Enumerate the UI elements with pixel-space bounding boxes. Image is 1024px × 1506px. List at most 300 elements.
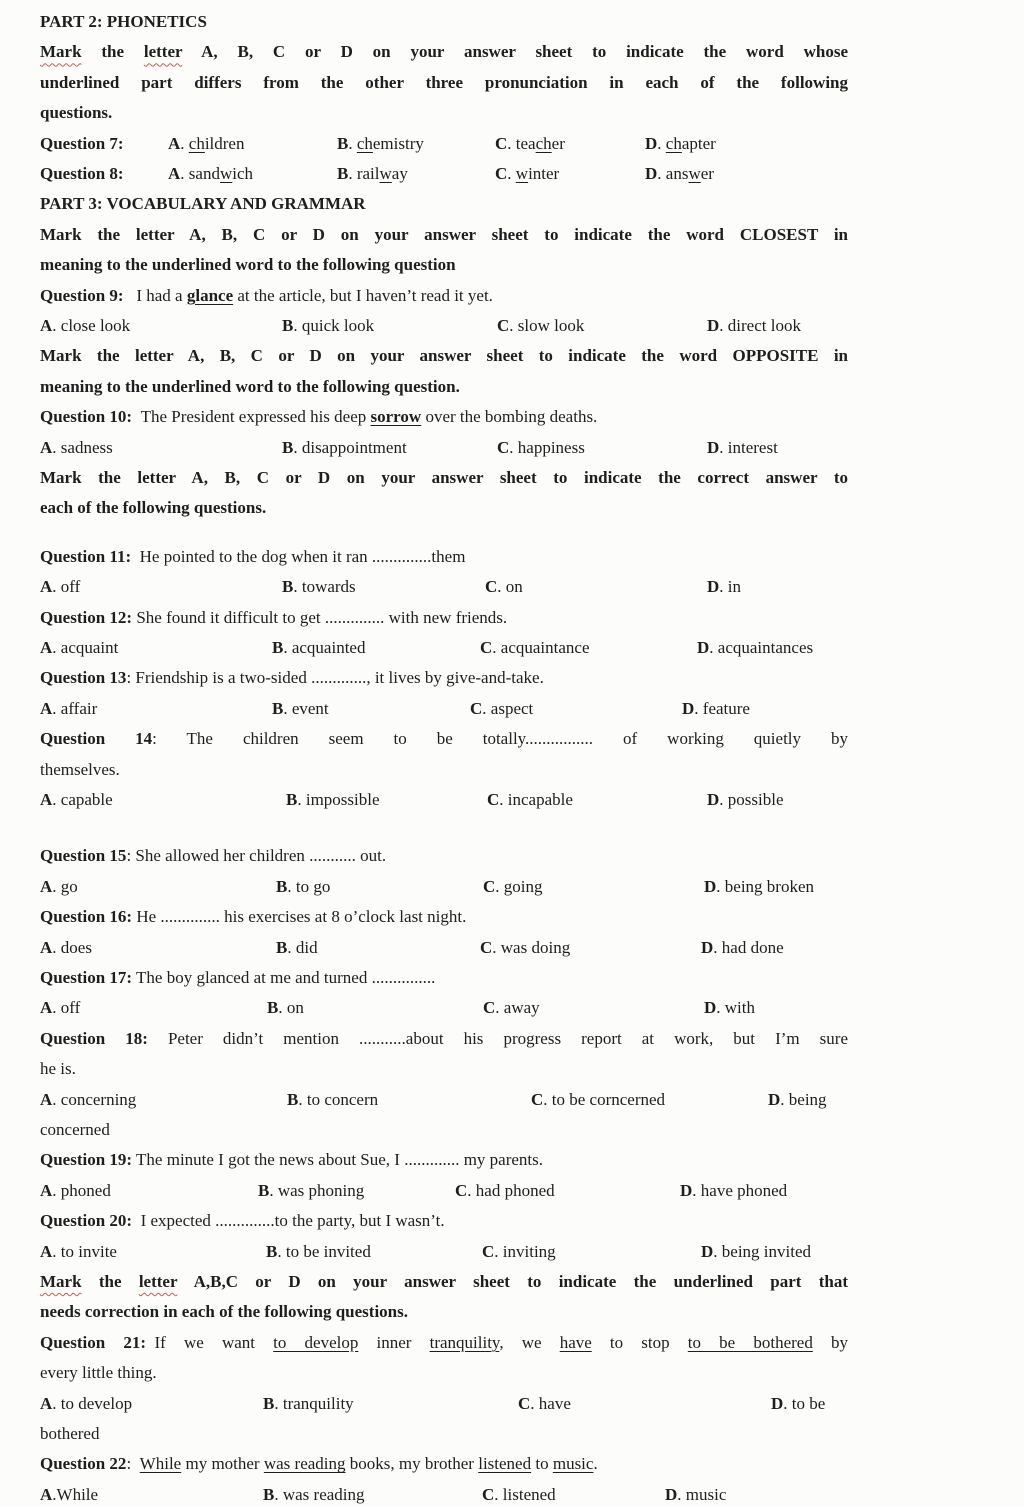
option-item [266, 1237, 371, 1267]
option-letter: A [168, 164, 181, 184]
option-item [470, 694, 533, 724]
text-run: I had a [123, 285, 187, 305]
option-item [480, 633, 590, 663]
underlined-text: ch [188, 133, 205, 153]
question-line [40, 663, 848, 693]
text-run: I expected ..............to the party, but I wasn’t. [132, 1211, 445, 1231]
option-letter: C [483, 998, 496, 1018]
text-run: The minute I got the news about Sue, I ............. my parents. [132, 1150, 544, 1170]
text-run: . [507, 164, 516, 184]
text-run: . capable [52, 790, 113, 810]
text-run: . on [497, 577, 523, 597]
option-letter: A [40, 1089, 53, 1109]
option-item [483, 872, 543, 902]
question-line [40, 1328, 848, 1358]
text-run: er [551, 133, 565, 153]
option-item [768, 1085, 827, 1115]
underlined-text: to be bothered [687, 1332, 813, 1352]
text-run: . concerning [52, 1089, 137, 1109]
option-letter: B [276, 937, 288, 957]
text-run: . direct look [719, 316, 801, 336]
option-letter: A [40, 437, 53, 457]
option-letter: C [497, 437, 510, 457]
underlined-keyword: glance [186, 285, 234, 305]
option-letter: B [282, 437, 294, 457]
text-run: . [593, 1454, 598, 1474]
text-run: Mark the letter A, B, C or D on your answer sheet to indicate the correct answer to [40, 468, 848, 488]
question-paragraph [40, 1449, 848, 1479]
text-run: . tea [507, 133, 536, 153]
options-row [40, 872, 848, 902]
option-letter: B [272, 638, 284, 658]
option-letter: D [704, 876, 717, 896]
question-line [40, 755, 848, 785]
underlined-text: music [552, 1454, 594, 1474]
option-letter: C [455, 1180, 468, 1200]
option-letter: A [40, 876, 53, 896]
option-letter: A [40, 1241, 53, 1261]
option-item [485, 572, 523, 602]
option-item [483, 993, 540, 1023]
option-item [455, 1176, 555, 1206]
text-run: . to be invited [277, 1241, 371, 1261]
option-letter: B [276, 876, 288, 896]
option-item [497, 433, 585, 463]
option-item [704, 872, 814, 902]
instruction-paragraph [40, 341, 848, 402]
option-wrap-line: bothered [40, 1424, 100, 1444]
option-item [40, 433, 113, 463]
text-run: . have [530, 1393, 571, 1413]
option-item [645, 129, 716, 159]
question-line [40, 1145, 848, 1175]
option-letter: B [282, 577, 294, 597]
option-letter: C [480, 638, 493, 658]
option-letter: B [266, 1241, 278, 1261]
text-run: er [700, 164, 714, 184]
option-letter: B [263, 1393, 275, 1413]
option-item [40, 1176, 111, 1206]
question-label: Question 8: [40, 164, 124, 184]
instruction-line [40, 68, 848, 98]
question-paragraph [40, 1206, 848, 1236]
option-letter: D [707, 577, 720, 597]
text-run: . acquaint [52, 638, 119, 658]
option-item [258, 1176, 364, 1206]
text-run: . impossible [297, 790, 380, 810]
bold-text: Question 17: [40, 968, 133, 988]
option-letter: D [707, 790, 720, 810]
option-letter: C [480, 937, 493, 957]
option-item [487, 785, 573, 815]
option-item [707, 572, 741, 602]
option-letter: B [287, 1089, 299, 1109]
options-row [40, 1389, 848, 1419]
option-letter: C [487, 790, 500, 810]
text-run: . to develop [52, 1393, 133, 1413]
options-row [40, 129, 848, 159]
part-heading: PART 2: PHONETICS [40, 12, 207, 31]
question-line [40, 542, 848, 572]
option-letter: A [40, 577, 53, 597]
misspelled-word: letter [138, 1272, 178, 1292]
option-item [665, 1480, 726, 1506]
option-item [287, 1085, 378, 1115]
question-line [40, 402, 848, 432]
option-item [282, 311, 374, 341]
option-letter: A [40, 1393, 53, 1413]
text-run: . sadness [52, 437, 113, 457]
text-run: my mother [181, 1454, 264, 1474]
text-run: . being [780, 1089, 827, 1109]
question-line [40, 1054, 848, 1084]
spacer [40, 524, 848, 542]
option-letter: B [337, 133, 349, 153]
bold-text: Question 15 [40, 846, 127, 866]
option-item [680, 1176, 787, 1206]
text-run: . inviting [494, 1241, 556, 1261]
option-letter: A [168, 133, 181, 153]
option-item [263, 1389, 354, 1419]
option-item [276, 872, 330, 902]
underlined-text: was reading [263, 1454, 346, 1474]
bold-text: Question 13 [40, 668, 127, 688]
underlined-text: ch [665, 133, 682, 153]
option-item [40, 633, 118, 663]
text-run: A, B, C or D on your answer sheet to indicate the word whose [182, 42, 848, 62]
options-row [40, 785, 848, 815]
text-run: .While [52, 1484, 99, 1504]
instruction-line [40, 493, 848, 523]
text-run: needs correction in each of the following questions. [40, 1302, 409, 1322]
option-item [40, 1389, 132, 1419]
text-run: . listened [494, 1484, 556, 1504]
text-run: She found it difficult to get .............. with new friends. [132, 607, 508, 627]
option-item [263, 1480, 365, 1506]
option-item [701, 933, 784, 963]
text-run: . to go [287, 876, 331, 896]
question-paragraph [40, 281, 848, 311]
text-run: questions. [40, 103, 113, 123]
question-line [40, 281, 848, 311]
text-run: themselves. [40, 759, 120, 779]
bold-text: Question 19: [40, 1150, 133, 1170]
option-letter: B [258, 1180, 270, 1200]
option-letter: C [482, 1241, 495, 1261]
text-run: every little thing. [40, 1363, 157, 1383]
option-item [286, 785, 380, 815]
text-run: meaning to the underlined word to the following question. [40, 376, 460, 396]
text-run: . close look [52, 316, 131, 336]
text-run: to stop [591, 1332, 688, 1352]
option-letter: D [665, 1484, 678, 1504]
option-item [272, 633, 365, 663]
option-letter: B [263, 1484, 275, 1504]
question-line [40, 1206, 848, 1236]
option-letter: D [768, 1089, 781, 1109]
bold-text: Question 18: [40, 1028, 148, 1048]
question-line [40, 603, 848, 633]
option-letter: C [485, 577, 498, 597]
text-run: . did [287, 937, 318, 957]
bold-text: Question 12: [40, 607, 133, 627]
option-item [40, 311, 130, 341]
text-run: ildren [204, 133, 245, 153]
underlined-text: While [139, 1454, 182, 1474]
instruction-line [40, 250, 848, 280]
option-item [168, 159, 253, 189]
question-paragraph [40, 402, 848, 432]
option-item [40, 785, 113, 815]
text-run: He .............. his exercises at 8 o’clock last night. [132, 907, 467, 927]
options-row [40, 311, 848, 341]
option-item [482, 1237, 556, 1267]
option-letter: D [697, 638, 710, 658]
instruction-line [40, 1267, 848, 1297]
options-row [40, 1176, 848, 1206]
option-letter: A [40, 698, 53, 718]
option-letter: C [495, 133, 508, 153]
option-letter: D [682, 698, 695, 718]
options-row [40, 933, 848, 963]
text-run: : [126, 1454, 140, 1474]
option-item [704, 993, 755, 1023]
option-item [495, 129, 565, 159]
text-run: . incapable [499, 790, 573, 810]
text-run: . to be [783, 1393, 826, 1413]
text-run: . acquainted [283, 638, 366, 658]
option-letter: C [482, 1484, 495, 1504]
misspelled-word: Mark [40, 1272, 82, 1292]
text-run: . aspect [482, 698, 534, 718]
question-paragraph [40, 963, 848, 993]
text-run: books, my brother [345, 1454, 479, 1474]
option-letter: A [40, 1180, 53, 1200]
instruction-paragraph [40, 37, 848, 128]
instruction-line [40, 463, 848, 493]
text-run: . to be corncerned [543, 1089, 666, 1109]
text-run: : The children seem to be totally................ of working quietly by [152, 729, 848, 749]
text-run: . away [495, 998, 540, 1018]
option-letter: C [495, 164, 508, 184]
text-run: over the bombing deaths. [421, 407, 598, 427]
text-run: . acquaintances [709, 638, 814, 658]
text-run: he is. [40, 1059, 76, 1079]
text-run: . [657, 133, 666, 153]
instruction-line [40, 220, 848, 250]
bold-text: Question 21: [40, 1332, 146, 1352]
text-run: . tranquility [274, 1393, 354, 1413]
option-letter: C [470, 698, 483, 718]
text-run: The President expressed his deep [132, 407, 371, 427]
text-run: . had phoned [467, 1180, 555, 1200]
text-run: at the article, but I haven’t read it yet. [233, 285, 493, 305]
text-run: . [180, 133, 189, 153]
options-row [40, 1237, 848, 1267]
option-item [337, 129, 424, 159]
question-line [40, 1449, 848, 1479]
instruction-line [40, 1297, 848, 1327]
option-item [168, 129, 244, 159]
option-letter: D [701, 937, 714, 957]
option-item [40, 1085, 136, 1115]
option-item [697, 633, 813, 663]
text-run: . being broken [716, 876, 815, 896]
text-run: inner [358, 1332, 430, 1352]
text-run: apter [681, 133, 716, 153]
text-run: the [81, 1272, 139, 1292]
underlined-text: w [515, 164, 529, 184]
text-run: . was reading [274, 1484, 365, 1504]
part-heading: PART 3: VOCABULARY AND GRAMMAR [40, 194, 366, 214]
option-item [272, 694, 329, 724]
text-run: If we want [146, 1332, 274, 1352]
text-run: . phoned [52, 1180, 111, 1200]
option-letter: C [531, 1089, 544, 1109]
question-paragraph [40, 1024, 848, 1085]
option-letter: C [518, 1393, 531, 1413]
question-paragraph [40, 841, 848, 871]
text-run: . sand [180, 164, 220, 184]
option-letter: A [40, 638, 53, 658]
text-run: to [531, 1454, 553, 1474]
text-run: . acquaintance [492, 638, 590, 658]
text-run: . in [719, 577, 742, 597]
options-row [40, 1480, 848, 1506]
option-letter: C [483, 876, 496, 896]
text-run: . slow look [509, 316, 585, 336]
instruction-paragraph [40, 1267, 848, 1328]
text-run: . was doing [492, 937, 571, 957]
misspelled-word: Mark [40, 42, 82, 62]
instruction-line [40, 98, 848, 128]
question-line [40, 724, 848, 754]
bold-text: Question 16: [40, 907, 133, 927]
option-item [495, 159, 559, 189]
option-letter: B [282, 316, 294, 336]
text-run: Mark the letter A, B, C or D on your answer sheet to indicate the word OPPOSITE in [40, 346, 848, 366]
text-run: : She allowed her children ........... out. [126, 846, 387, 866]
option-item [337, 159, 408, 189]
text-run: . to concern [298, 1089, 379, 1109]
option-letter: A [40, 998, 53, 1018]
underlined-text: listened [478, 1454, 532, 1474]
text-run: . quick look [293, 316, 375, 336]
option-wrap-line: concerned [40, 1120, 110, 1140]
bold-text: Question 11: [40, 546, 132, 566]
question-paragraph [40, 902, 848, 932]
text-run: . to invite [52, 1241, 117, 1261]
text-run: . does [52, 937, 92, 957]
options-row [40, 572, 848, 602]
question-line [40, 1358, 848, 1388]
options-row [40, 993, 848, 1023]
option-item [707, 311, 801, 341]
underlined-text: ch [535, 133, 552, 153]
option-letter: A [40, 937, 53, 957]
option-item [40, 694, 97, 724]
option-letter: D [701, 1241, 714, 1261]
question-paragraph [40, 1145, 848, 1175]
option-letter: B [267, 998, 279, 1018]
bold-text: Question 14 [40, 729, 153, 749]
bold-text: Question 20: [40, 1211, 133, 1231]
question-line [40, 963, 848, 993]
text-run: . off [52, 998, 81, 1018]
option-letter: C [497, 316, 510, 336]
option-item [682, 694, 750, 724]
option-item [40, 993, 80, 1023]
options-row [40, 433, 848, 463]
text-run: . had done [713, 937, 784, 957]
question-label: Question 7: [40, 133, 124, 153]
text-run: each of the following questions. [40, 498, 267, 518]
option-item [40, 933, 92, 963]
options-row [40, 694, 848, 724]
bold-text: Question 22 [40, 1454, 127, 1474]
option-item [267, 993, 304, 1023]
text-run: ay [391, 164, 408, 184]
option-item [40, 1480, 98, 1506]
option-item [482, 1480, 556, 1506]
option-item [645, 159, 714, 189]
text-run: : Friendship is a two-sided ............., it lives by give-and-take. [126, 668, 544, 688]
text-run: underlined part differs from the other three pronunciation in each of the following [40, 72, 848, 92]
options-row [40, 633, 848, 663]
text-run: . go [52, 876, 78, 896]
question-line [40, 841, 848, 871]
instruction-line [40, 37, 848, 67]
option-item [707, 433, 778, 463]
instruction-paragraph [40, 220, 848, 281]
instruction-paragraph [40, 463, 848, 524]
option-item [276, 933, 318, 963]
text-run: A,B,C or D on your answer sheet to indicate the underlined part that [177, 1272, 848, 1292]
underlined-text: ch [356, 133, 373, 153]
underlined-text: have [559, 1332, 592, 1352]
underlined-text: w [688, 164, 701, 184]
option-item [707, 785, 784, 815]
text-run: . with [716, 998, 756, 1018]
text-run: . being invited [713, 1241, 812, 1261]
option-letter: D [704, 998, 717, 1018]
option-item [282, 572, 356, 602]
instruction-line [40, 341, 848, 371]
bold-text: Question 9: [40, 285, 124, 305]
underlined-text: w [379, 164, 392, 184]
text-run: by [812, 1332, 848, 1352]
text-run: . music [677, 1484, 727, 1504]
option-letter: B [337, 164, 349, 184]
text-run: . on [278, 998, 304, 1018]
option-letter: D [645, 133, 658, 153]
text-run: , we [499, 1332, 560, 1352]
text-run: emistry [372, 133, 424, 153]
question-paragraph [40, 603, 848, 633]
option-letter: D [771, 1393, 784, 1413]
option-item [531, 1085, 665, 1115]
option-letter: A [40, 316, 53, 336]
option-letter: D [680, 1180, 693, 1200]
text-run: ich [232, 164, 254, 184]
text-run: meaning to the underlined word to the following question [40, 255, 456, 275]
option-letter: D [707, 437, 720, 457]
text-run: He pointed to the dog when it ran ..............them [131, 546, 466, 566]
option-item [480, 933, 570, 963]
text-run: . was phoning [269, 1180, 365, 1200]
bold-text: Question 10: [40, 407, 133, 427]
option-item [701, 1237, 811, 1267]
